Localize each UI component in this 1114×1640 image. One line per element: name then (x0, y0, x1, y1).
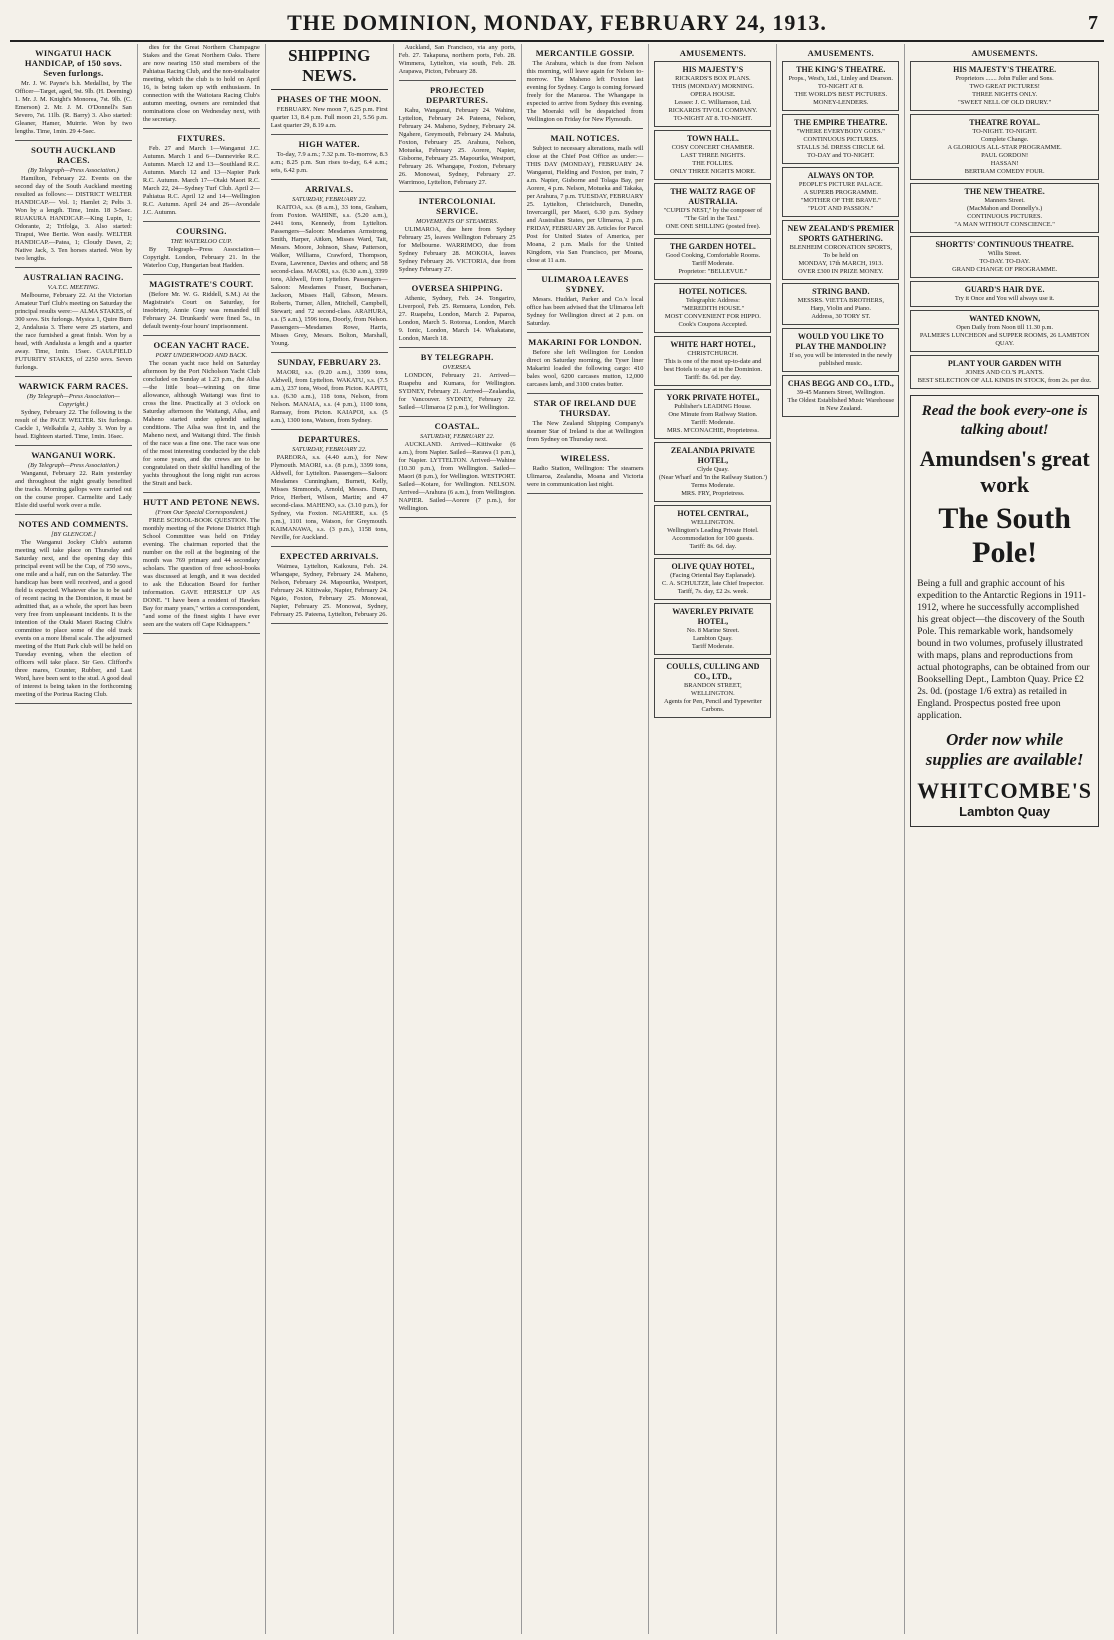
article-subheading: SATURDAY, FEBRUARY 22. (292, 446, 367, 453)
article-body: The ocean yacht race held on Saturday afternoon by the Port Nicholson Yacht Club concluded on Sunday at 1.23 p.m., the Ailsa—the little boat—winning on time allowance, although Waitangi was first to cross the line. Practically at 3 o'clock on Saturday afternoon the Waitangi, Ailsa, and Maheno started under splendid sailing conditions. The Ailsa was first in, and the Maheno next, and Waitangi third. The finish of the race was a fine one. The race was one of the most interesting conducted by the club for some years, and the crews are to be congratulated on their skilful handling of the yachts throughout the long night run across the Strait and back. (142, 360, 260, 487)
page-number: 7 (1088, 12, 1098, 34)
ad-line: GRAND CHANGE OF PROGRAMME. (952, 266, 1058, 273)
ad-line: Manners Street. (984, 197, 1025, 204)
article-heading: PROJECTED DEPARTURES. (426, 85, 489, 105)
ad-line: Complete Change. (980, 136, 1029, 143)
ad-heading: NEW ZEALAND'S PREMIER SPORTS GATHERING. (787, 224, 895, 243)
ad-line: "A MAN WITHOUT CONSCIENCE." (954, 221, 1055, 228)
ad-heading: TOWN HALL. (686, 134, 739, 143)
article-heading: MAGISTRATE'S COURT. (149, 279, 254, 289)
ad-line: Publisher's LEADING House. (674, 403, 752, 410)
ad-line: OPERA HOUSE. (690, 91, 736, 98)
ad-line: HASSAN! (990, 160, 1019, 167)
article-body: MAORI, s.s. (9.20 a.m.), 3399 tons, Aldwell, from Lyttelton. WAKATU, s.s. (7.5 a.m.), 237 tons, Wood, from Picton. KAPITI, s.s. (6.30 a.m.), 118 tons, Nelson, from Nelson. MANAIA, s.s. (4 p.m.), 1100 tons, Ramsay, from Picton. KAIAPOI, s.s. (5 a.m.), 1300 tons, Watson, from Sydney. (270, 369, 388, 424)
promo-tagline: Read the book every-one is talking about! (921, 403, 1088, 438)
ad-line: TO-NIGHT AT 8. TO-NIGHT. (673, 115, 753, 122)
ad-heading: THE KING'S THEATRE. (796, 65, 886, 74)
ad-line: Open Daily from Noon till 11.30 p.m. (956, 324, 1054, 331)
ad-line: MONEY-LENDERS. (813, 99, 869, 106)
ad-line: MRS. M'CONACHIE, Proprietress. (666, 427, 759, 434)
promo-shop: WHITCOMBE'S (917, 778, 1093, 803)
article-subheading: SATURDAY, FEBRUARY 22. (419, 433, 495, 440)
divider (399, 80, 516, 81)
advertisement (654, 61, 771, 127)
divider (15, 140, 132, 141)
article-heading: OCEAN YACHT RACE. (153, 340, 250, 350)
article-heading: COURSING. (176, 226, 227, 236)
ad-heading: STRING BAND. (812, 287, 870, 296)
ad-heading: THE WALTZ RAGE OF AUSTRALIA. (670, 187, 756, 206)
ad-line: Proprietor: "BELLEVUE." (678, 268, 748, 275)
divider (271, 623, 388, 624)
article-heading: HUTT AND PETONE NEWS. (143, 497, 260, 507)
ad-line: CONTINUOUS PICTURES. (967, 213, 1043, 220)
article-body: Athenic, Sydney, Feb. 24. Tongariro, Liverpool, Feb. 25. Remuera, London, Feb. 27. Ruapehu, London, March 2. Paparoa, London, March 5. Rotorua, London, March 9. Ionic, London, March 14. Whakatane, London, March 18. (398, 295, 516, 342)
advertisement (654, 130, 771, 180)
column-amusements-3 (905, 44, 1104, 1634)
column-fixtures (138, 44, 266, 1634)
article-heading: EXPECTED ARRIVALS. (279, 551, 379, 561)
ad-line: C. A. SCHULTZE, late Chief Inspector. (661, 580, 764, 587)
ad-line: The Oldest Established Music Warehouse in New Zealand. (787, 397, 895, 412)
ad-line: Address, 30 TORY ST. (811, 313, 871, 320)
ad-line: MONDAY, 17th MARCH, 1913. (798, 260, 884, 267)
ad-heading: THEATRE ROYAL. (969, 118, 1040, 127)
ad-line: Proprietors ....... John Fuller and Sons. (955, 75, 1054, 82)
article-subheading: THE WATERLOO CUP. (170, 238, 233, 245)
ad-line: THIS (MONDAY) MORNING. (671, 83, 754, 90)
article-heading: MAIL NOTICES. (550, 133, 620, 143)
ad-line: Try it Once and You will always use it. (954, 295, 1055, 302)
ad-line: MOST CONVENIENT FOR HIPPO. (664, 313, 761, 320)
ad-line: To be held on (823, 252, 859, 259)
ad-heading: THE GARDEN HOTEL. (669, 242, 756, 251)
ad-line: WELLINGTON. (691, 519, 735, 526)
divider (527, 493, 644, 494)
advertisement (654, 442, 771, 502)
divider (399, 416, 516, 417)
divider (527, 128, 644, 129)
ad-line: MRS. FRY, Proprietress. (681, 490, 745, 497)
article-subheading: [BY GLENCOE.] (51, 531, 96, 538)
ad-line: ONE ONE SHILLING (posted free). (665, 223, 761, 230)
article-subheading: PORT UNDERWOOD AND BACK. (155, 352, 248, 359)
divider (15, 267, 132, 268)
ad-line: BEST SELECTION OF ALL KINDS IN STOCK, from 2s. per doz. (917, 377, 1092, 384)
article-body: Radio Station, Wellington: The steamers Ulimaroa, Zealandia, Moana and Victoria were in communication last night. (526, 465, 644, 488)
ad-line: CONTINUOUS PICTURES. (803, 136, 879, 143)
ad-line: Telegraphic Address: (685, 297, 740, 304)
ad-line: Tariff, 7s. day, £2 2s. week. (677, 588, 749, 595)
ad-line: COSY CONCERT CHAMBER. (671, 144, 755, 151)
article-body: ULIMAROA, due here from Sydney February 25, leaves Wellington February 25 for Melbourne. WARRIMOO, due from Sydney February 28. MOKOIA, leaves Sydney February 26. VICTORIA, due from Sydney February 27. (398, 226, 516, 273)
article-body: Wanganui, February 22. Rain yesterday and throughout the night greatly benefited the tracks. Morning gallops were carried out on the course proper. Carmelite and Lady Elsie did useful work over a mile. (15, 470, 132, 509)
divider (15, 445, 132, 446)
ad-line: Wellington's Leading Private Hotel. (667, 527, 759, 534)
ad-line: TWO GREAT PICTURES! (969, 83, 1040, 90)
article-body: FREE SCHOOL-BOOK QUESTION. The monthly meeting of the Petone District High School Committee was held on Friday evening. The chairman reported that the number on the roll at the beginning of the month was 769 primary and 44 secondary scholars. The question of free school-books was discussed at length, and it was decided to ask the Education Board for further information. GAVE HERSELF UP AS DONE. "I have been a resident of Hawkes Bay for many years," writes a correspondent, "and some of the finest sights I have ever seen are the waters off Cape Kidnappers." (142, 517, 260, 628)
article-body: Feb. 27 and March 1—Wanganui J.C. Autumn. March 1 and 6—Dannevirke R.C. Autumn. March 12 and 13—Southland R.C. Autumn. March 12 and 13—Napier Park R.C. Autumn. March 17—Otaki Maori R.C. March 22, 24—Sydney Turf Club. April 2—Pahiatua R.C. April 12 and 14—Wellington R.C. Autumn. April 24 and 26—Avondale J.C. Autumn. (142, 145, 260, 216)
divider (143, 128, 260, 129)
south-pole-advertisement (910, 395, 1099, 827)
ad-line: "WHERE EVERYBODY GOES." (796, 128, 885, 135)
article-subheading: (By Telegraph—Press Association.) (28, 167, 119, 174)
masthead (10, 6, 1104, 42)
ad-line: Lambton Quay. (693, 635, 733, 642)
ad-line: "SWEET NELL OF OLD DRURY." (958, 99, 1052, 106)
article-body: Mr. J. W. Payne's b.h. Medallist, by The Officer—Target, aged, 9st. 9lb. (H. Deeming) 1. Mr. J. M. Knight's Monorea, 7st. 9lb. (C. Emerson) 2. Mr. J. M. O'Donnell's San Severo, 7st. 11lb. (R. Barry) 3. Also started: Gleaner, Hamer, Muirrie. Won by two lengths. Time, 1min. 29 4-5sec. (15, 80, 132, 135)
ad-line: PALMER'S LUNCHEON and SUPPER ROOMS, 26 LAMBTON QUAY. (919, 332, 1090, 347)
article-heading: WARWICK FARM RACES. (18, 381, 129, 391)
ad-line: THE FOLLIES. (692, 160, 734, 167)
article-heading: WIRELESS. (560, 453, 610, 463)
divider (15, 703, 132, 704)
advertisement (910, 114, 1099, 180)
divider (143, 335, 260, 336)
article-heading: INTERCOLONIAL SERVICE. (418, 196, 496, 216)
ad-line: OVER £300 IN PRIZE MONEY. (798, 268, 884, 275)
article-body: Auckland, San Francisco, via any ports, Feb. 27. Takapuna, northern ports, Feb. 28. Wimmera, Lyttelton, via south, Feb. 28. Arapawa, Picton, February 28. (398, 44, 516, 75)
article-body: Kahu, Wanganui, February 24. Wahine, Lyttelton, February 24. Pateena, Nelson, February 24. Maheno, Sydney, February 24. Ngahere, Greymouth, February 24. Mahuta, Foxton, February 25. Arahura, Nelson, Motueka, February 25. Aorere, Napier, Gisborne, February 25. Mapourika, Westport, February 26. Whangape, Foxton, February 26. Monowai, Sydney, February 27. Warrimoo, Lyttelton, February 27. (398, 107, 516, 186)
ad-line: THE WORLD'S BEST PICTURES. (794, 91, 888, 98)
ad-line: Tariff: Moderate. (691, 419, 735, 426)
ad-heading: THE EMPIRE THEATRE. (794, 118, 888, 127)
amusements-heading: AMUSEMENTS. (807, 48, 874, 58)
ad-line: Lessee: J. C. Williamson, Ltd. (674, 99, 752, 106)
article-body: Sydney, February 22. The following is the result of the PACE WELTER. Six furlongs. Cackle 1, Welkahila 2, Ashby 3. Won by a head. Eighteen started. Time, 1min. 16sec. (15, 409, 132, 440)
divider (271, 429, 388, 430)
ad-line: "MEREDITH HOUSE." (681, 305, 745, 312)
ad-line: A GLORIOUS ALL-STAR PROGRAMME. (947, 144, 1062, 151)
article-body: To-day, 7.9 a.m.; 7.32 p.m. To-morrow, 8.3 a.m.; 8.25 p.m. Sun rises to-day, 6.4 a.m.; sets, 6.42 p.m. (270, 151, 388, 174)
ad-heading: HOTEL CENTRAL, (677, 509, 749, 518)
ad-line: TO-NIGHT AT 8. (817, 83, 864, 90)
article-heading: DEPARTURES. (298, 434, 361, 444)
divider (399, 278, 516, 279)
ad-line: (Near Wharf and 'In the Railway Station.') (658, 474, 767, 481)
divider (15, 514, 132, 515)
article-heading: NOTES AND COMMENTS. (18, 519, 129, 529)
divider (271, 134, 388, 135)
divider (143, 274, 260, 275)
masthead-title: THE DOMINION, MONDAY, FEBRUARY 24, 1913. (287, 10, 827, 35)
ad-line: Tariff Moderate. (691, 643, 734, 650)
advertisement (654, 603, 771, 655)
article-body: Waimea, Lyttelton, Kaikoura, Feb. 24. Whangape, Sydney, February 24. Maheno, Nelson, February 24. Mapourika, Westport, February 24. Kittiwake, Napier, February 24. Ngaio, Foxton, February 25. Monowai, Napier, February 25. Monowai, Sydney, February 25. Pateena, Lyttelton, February 26. (270, 563, 388, 618)
ad-line: (MacMahon and Donnelly's.) (967, 205, 1043, 212)
ad-line: RICKARDS'S BOX PLANS. (675, 75, 751, 82)
advertisement (782, 283, 899, 325)
ad-line: "PLOT AND PASSION." (808, 205, 874, 212)
ad-line: Harp, Violin and Piano. (810, 305, 871, 312)
article-body: PAREORA, s.s. (4.40 a.m.), for New Plymouth. MAORI, s.s. (8 p.m.), 3399 tons, Aldwell, for Lyttelton. Passengers—Saloon: Mesdames Cunningham, Burnett, Kelly, Misses Simmonds, Arnold, Messrs. Dunn, Price, Herbert, Wilson, Martin; and 47 second-class. MAHENO, s.s. (3.10 p.m.), for Sydney, via Foxton. NGAHERE, s.s. (5 p.m.), 1101 tons, Watson, for Greymouth. KAIMANAWA, s.s. (3 p.m.), 1158 tons, Neville, for Auckland. (270, 454, 388, 541)
ad-line: If so, you will be interested in the newly published music. (789, 352, 893, 367)
ad-line: WELLINGTON. (691, 690, 735, 697)
advertisement (654, 658, 771, 718)
ad-heading: WAVERLEY PRIVATE HOTEL, (672, 607, 754, 626)
advertisement (654, 183, 771, 235)
divider (399, 191, 516, 192)
ad-line: BLENHEIM CORONATION SPORTS, (789, 244, 892, 251)
ad-line: THREE NIGHTS ONLY. (972, 91, 1038, 98)
ad-line: TO-DAY and TO-NIGHT. (807, 152, 875, 159)
amusements-heading: AMUSEMENTS. (679, 48, 747, 58)
advertisement (782, 375, 899, 417)
amusements-ads (910, 61, 1099, 389)
ad-line: Cook's Coupons Accepted. (678, 321, 748, 328)
article-subheading: SATURDAY, FEBRUARY 22. (292, 196, 367, 203)
article-body: AUCKLAND. Arrived—Kittiwake (6 a.m.), from Napier. Sailed—Rarawa (1 p.m.), for Napier. LYTTELTON. Arrived—Wahine (10.30 p.m.), from Wellington. Sailed—Maori (8 p.m.), for Wellington. WESTPORT. Sailed—Kotare, for Wellington. NELSON. Arrived—Arahura (6 a.m.), from Wellington. NAPIER. Sailed—Aorere (7 p.m.), for Wellington. (398, 441, 516, 512)
ad-heading: HIS MAJESTY'S THEATRE. (953, 65, 1057, 74)
advertisement (654, 558, 771, 600)
column-amusements-1 (649, 44, 777, 1634)
ad-line: STALLS 3d. DRESS CIRCLE 6d. (796, 144, 885, 151)
article-heading: OVERSEA SHIPPING. (411, 283, 503, 293)
article-body: The New Zealand Shipping Company's steamer Star of Ireland is due at Wellington from Sydney on Thursday next. (526, 420, 644, 443)
ad-line: JONES AND CO.'S PLANTS. (965, 369, 1044, 376)
advertisement (654, 336, 771, 386)
ad-line: BERTRAM COMEDY FOUR. (964, 168, 1045, 175)
promo-title: The South Pole! (938, 502, 1071, 569)
article-heading: ARRIVALS. (305, 184, 354, 194)
ad-line: LAST THREE NIGHTS. (680, 152, 746, 159)
ad-line: (Facing Oriental Bay Esplanade). (670, 572, 756, 579)
ad-heading: ZEALANDIA PRIVATE HOTEL, (670, 446, 755, 465)
ad-heading: WANTED KNOWN, (969, 314, 1041, 323)
divider (527, 448, 644, 449)
ad-line: MESSRS. VIETTA BROTHERS, (797, 297, 884, 304)
ad-heading: WOULD YOU LIKE TO PLAY THE MANDOLIN? (795, 332, 887, 351)
divider (15, 376, 132, 377)
advertisement (654, 505, 771, 555)
article-heading: BY TELEGRAPH. (420, 352, 494, 362)
ad-line: Good Cooking, Comfortable Rooms. (665, 252, 761, 259)
ad-heading: CHAS BEGG AND CO., LTD., (787, 379, 894, 388)
promo-body: Being a full and graphic account of his expedition to the Antarctic Regions in 1911-1912, where he successfully accomplished his great object—the discovery of the South Pole. This remarkable work, handsomely bound in two volumes, profusely illustrated with maps, plans and reproductions from actual photographs, can be obtained from our Bookselling Dept., Lambton Quay. Price £2 2s. 0d. (postage 1/6 extra) as retailed in England. Prospectus posted free upon application. (917, 579, 1090, 721)
advertisement (654, 238, 771, 280)
article-heading: WINGATUI HACK HANDICAP, of 150 sovs. Seven furlongs. (24, 48, 123, 78)
article-body: KAITOA, s.s. (8 a.m.), 33 tons, Graham, from Foxton. WAHINE, s.s. (5.20 a.m.), 2441 tons, Kennedy, from Lyttelton. Passengers—Saloon: Mesdames Armstrong, Smith, Harper, Aitken, Misses Ward, Tait, Messrs. Moore, Johnson, Shaw, Patterson, Walker, Williams, Crawford, Thompson, Evans, Lawrence, Davies and others; and 58 second-class. MAORI, s.s. (6.30 a.m.), 3399 tons, Aldwell, from Lyttelton. Passengers—Saloon: Mesdames Fraser, Buchanan, Jackson, Misses Hall, Gibson, Messrs. Roberts, Turner, Allen, Mitchell, Campbell, Stewart; and 72 second-class. ARAHURA, s.s. (5 a.m.), 1596 tons, Doorly, from Nelson. Passengers—Mesdames Rowe, Harris, Misses Grey, Messrs. Bolton, Marshall, Young. (270, 204, 388, 347)
ad-heading: WHITE HART HOTEL, (670, 340, 756, 349)
ad-line: Terms Moderate. (691, 482, 735, 489)
divider (143, 633, 260, 634)
article-heading: WANGANUI WORK. (31, 450, 116, 460)
column-shipping (266, 44, 394, 1634)
advertisement (782, 61, 899, 111)
ad-heading: SHORTTS' CONTINUOUS THEATRE. (935, 240, 1074, 249)
article-heading: MERCANTILE GOSSIP. (535, 48, 635, 58)
divider (399, 347, 516, 348)
article-body: Melbourne, February 22. At the Victorian Amateur Turf Club's meeting on Saturday the principal results were:— ALMA STAKES, of 300 sovs. Six furlongs. Mysica 1, Quire Burn 2, Andalusia 3. There were 25 starters, and the race furnished a great finish. Won by a head, with Andalusia a length and a quarter away. Time, 1min. 15sec. CAULFIELD FUTURITY STAKES, of 2250 sovs. Seven furlongs. (15, 292, 132, 371)
article-body: FEBRUARY. New moon 7, 6.25 p.m. First quarter 13, 8.4 p.m. Full moon 21, 5.56 p.m. Last quarter 29, 8.19 a.m. (270, 106, 388, 129)
article-subheading: (By Telegraph—Press Association.) (28, 462, 119, 469)
shipping-news-heading: SHIPPING NEWS. (271, 46, 388, 90)
ad-line: Willis Street. (987, 250, 1022, 257)
divider (271, 352, 388, 353)
ad-heading: ALWAYS ON TOP. (807, 171, 874, 180)
amusements-heading: AMUSEMENTS. (971, 48, 1038, 58)
ad-line: 39-45 Manners Street, Wellington. (796, 389, 885, 396)
promo-street: Lambton Quay (959, 804, 1051, 819)
advertisement (782, 328, 899, 372)
divider (527, 332, 644, 333)
ad-line: Agents for Pen, Pencil and Typewriter Carbons. (664, 698, 762, 713)
advertisement (910, 281, 1099, 307)
ad-line: PEOPLE'S PICTURE PALACE. (798, 181, 883, 188)
ad-line: A SUPERB PROGRAMME. (803, 189, 878, 196)
article-heading: PHASES OF THE MOON. (277, 94, 382, 104)
article-heading: ULIMAROA LEAVES SYDNEY. (541, 274, 629, 294)
ad-line: Accommodation for 100 guests. (671, 535, 754, 542)
divider (527, 269, 644, 270)
ad-heading: THE NEW THEATRE. (964, 187, 1045, 196)
ad-line: One Minute from Railway Station. (668, 411, 758, 418)
article-heading: MAKARINI FOR LONDON. (528, 337, 642, 347)
ad-heading: COULLS, CULLING AND CO., LTD., (666, 662, 760, 681)
ad-line: No. 8 Marine Street. (686, 627, 740, 634)
ad-line: CHRISTCHURCH. (687, 350, 739, 357)
article-heading: FIXTURES. (177, 133, 226, 143)
ad-heading: YORK PRIVATE HOTEL, (666, 393, 760, 402)
article-body: The Wanganui Jockey Club's autumn meeting will take place on Thursday and Saturday next, and the opening day this principal event will be the Cup, of 750 sovs., one mile and a half, run on the Saturday. The handicap has been well received, and a good field is expected. Whatever else is to be said of recent racing in the Dominion, it must be admitted that, as a whole, the sport has been very free from unpleasant incidents. It is the intention of the Otaki Maori Racing Club's committee to place some of the old track events on a more liberal scale. The adjourned meeting of the Hutt Park club will be held on Tuesday evening, when the election of officers will take place. Sir Geo. Clifford's three mares, Counter, Rubber, and Last Word, have been sent to the stud. A good deal of interest is being taken in the forthcoming meeting of the Porirua Racing Club. (15, 539, 132, 698)
divider (399, 517, 516, 518)
advertisement (782, 114, 899, 164)
divider (527, 393, 644, 394)
ad-line: Props., West's, Ltd., Linley and Dearson. (788, 75, 893, 82)
advertisement (654, 389, 771, 439)
article-body: dies for the Great Northern Champagne Stakes and the Great Northern Oaks. There are now nearing 150 stud members of the Pahiatua Racing Club, and the non-totalisator meeting, which the club is to hold on April 16, is being taken up with enthusiasm. In connection with the Waitotara Racing Club's autumn meeting, owners are reminded that nominations close on Wednesday next, with the secretary. (142, 44, 260, 123)
ad-line: BRANDON STREET, (684, 682, 742, 689)
ad-line: Tariff: 8s. 6d. per day. (684, 374, 742, 381)
ad-line: TO-NIGHT. TO-NIGHT. (972, 128, 1037, 135)
ad-heading: OLIVE QUAY HOTEL, (671, 562, 755, 571)
advertisement (910, 310, 1099, 352)
ad-line: PAUL GORDON! (981, 152, 1029, 159)
article-heading: STAR OF IRELAND DUE THURSDAY. (533, 398, 637, 418)
article-body: Before she left Wellington for London direct on Saturday morning, the Tyser liner Makarini loaded the following cargo: 410 bales wool, 6200 carcases mutton, 12,000 carcases lamb, and 3100 crates butter. (526, 349, 644, 388)
article-subheading: OVERSEA. (442, 364, 472, 371)
article-body: (Before Mr. W. G. Riddell, S.M.) At the Magistrate's Court on Saturday, for insobriety, Annie Gray was remanded till February 24. Drunkards' were fined 5s., in default twenty-four hours' imprisonment. (142, 291, 260, 330)
article-body: Subject to necessary alterations, mails will close at the Chief Post Office as under:— THIS DAY (MONDAY), FEBRUARY 24. Wanganui, Fielding and Foxton, per train, 7 a.m. Napier, Gisborne and Tolaga Bay, per Aorere, 4 p.m. Nelson, Motueka and Takaka, per Arahura, 7 p.m. TUESDAY, FEBRUARY 25. Lyttelton, Christchurch, Dunedin, Invercargill, per Maori, 6.30 p.m. Sydney and Australian States, per Ulimaroa, 2 p.m. FRIDAY, FEBRUARY 28. Articles for Parcel Post for United States of America, per Moana, 2 p.m. Mails for the United Kingdom, via San Francisco, per Moana, close at 11 a.m. (526, 145, 644, 264)
article-heading: AUSTRALIAN RACING. (23, 272, 124, 282)
divider (271, 179, 388, 180)
column-racing (10, 44, 138, 1634)
article-body: Messrs. Huddart, Parker and Co.'s local office has been advised that the Ulimaroa left Sydney for Wellington direct at 2 p.m. on Saturday. (526, 296, 644, 327)
ad-line: This is one of the most up-to-date and best Hotels to stay at in the Dominion. (663, 358, 763, 373)
columns (10, 44, 1104, 1634)
ad-line: "CUPID'S NEST," by the composer of "The Girl in the Taxi." (663, 207, 763, 222)
advertisement (910, 183, 1099, 233)
column-amusements-2 (777, 44, 905, 1634)
divider (143, 492, 260, 493)
ad-heading: PLANT YOUR GARDEN WITH (947, 359, 1062, 368)
advertisement (910, 236, 1099, 278)
advertisement (910, 61, 1099, 111)
promo-headline: Amundsen's great work (919, 446, 1090, 497)
divider (143, 221, 260, 222)
promo-order: Order now while supplies are available! (925, 730, 1084, 769)
ad-heading: GUARD'S HAIR DYE. (964, 285, 1045, 294)
advertisement (910, 355, 1099, 389)
article-subheading: V.A.T.C. MEETING. (47, 284, 100, 291)
article-body: Hamilton, February 22. Events on the second day of the South Auckland meeting resulted as follows:— DISTRICT WELTER HANDICAP.— Vol. 1; Hamlet 2; Pelts 3. Won by a length. Time, 1min. 18 3-5sec. RUAKURA HANDICAP.—King Lupin, 1; Odorante, 2; Trifolga, 3. Also started: Tirapui, Wee Bertie. Won easily. WELTER HANDICAP.—Patea, 1; Cloudy Dawn, 2; Native Jack, 3. Ten horses started. Won by two lengths. (15, 175, 132, 262)
article-heading: COASTAL. (434, 421, 480, 431)
article-body: LONDON, February 21. Arrived—Ruapehu and Kumara, for Wellington. SYDNEY, February 21. Arrived—Zealandia, for Vancouver. SYDNEY, February 22. Sailed—Ulimaroa (2 p.m.), for Wellington. (398, 372, 516, 411)
ad-line: TO-DAY. TO-DAY. (979, 258, 1030, 265)
advertisement (654, 283, 771, 333)
article-body: The Arahura, which is due from Nelson this morning, will leave again for Nelson to-morrow. The Maheno left Foxton last evening for Sydney. Cargo is coming forward freely for the Mararoa. The Whangape is expected to arrive from Sydney this evening. The Moeraki will be despatched from Wellington on Friday for New Plymouth. (526, 60, 644, 123)
advertisement (782, 167, 899, 217)
article-heading: SUNDAY, FEBRUARY 23. (277, 357, 381, 367)
advertisement (782, 220, 899, 280)
column-mail (522, 44, 650, 1634)
article-subheading: (By Telegraph—Press Association—Copyright.) (27, 393, 120, 408)
ad-line: "MOTHER OF THE BRAVE." (800, 197, 881, 204)
article-heading: SOUTH AUCKLAND RACES. (31, 145, 116, 165)
ad-line: Tariff Moderate. (691, 260, 734, 267)
ad-line: Tariff: 8s. 6d. day. (689, 543, 737, 550)
article-body: By Telegraph—Press Association—Copyright. London, February 21. In the Waterloo Cup, Hungarian beat Hadden. (142, 246, 260, 269)
ad-heading: HOTEL NOTICES. (678, 287, 747, 296)
ad-heading: HIS MAJESTY'S (682, 65, 744, 74)
article-heading: HIGH WATER. (298, 139, 360, 149)
article-subheading: MOVEMENTS OF STEAMERS. (416, 218, 499, 225)
ad-line: Clyde Quay. (696, 466, 729, 473)
article-subheading: (From Our Special Correspondent.) (155, 509, 248, 516)
column-shipping-cont (394, 44, 522, 1634)
divider (271, 546, 388, 547)
ad-line: ONLY THREE NIGHTS MORE. (670, 168, 756, 175)
ad-line: RICKARDS TIVOLI COMPANY. (668, 107, 758, 114)
